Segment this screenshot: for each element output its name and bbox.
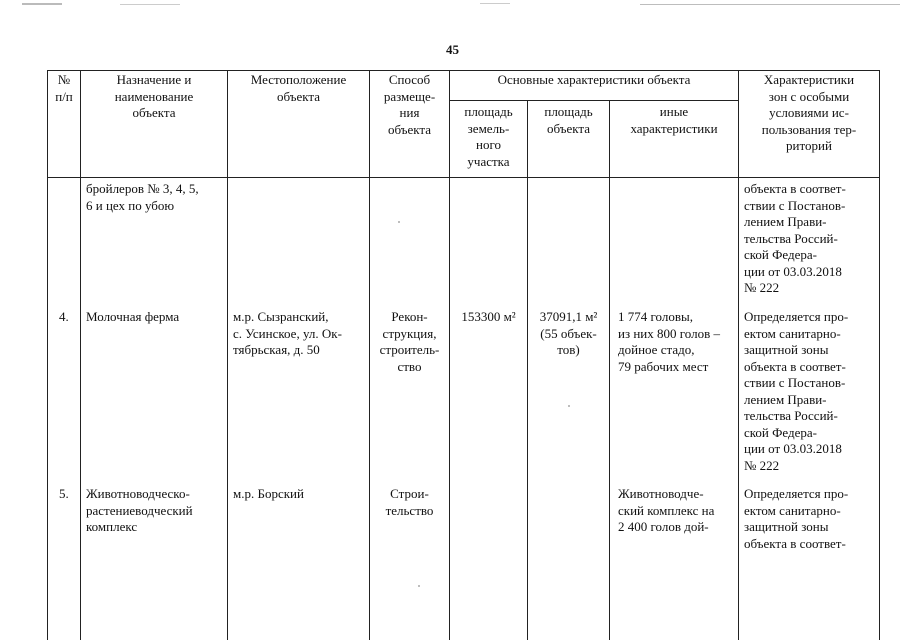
header-num: № п/п — [55, 72, 73, 104]
row5-num: 5. — [59, 486, 69, 501]
row-cont-zones: объекта в соответ- ствии с Постанов- лением Прави- тельства Россий- ской Федера- ции от 03.03.2018 № 222 — [744, 181, 846, 295]
header-name: Назначение и наименование объекта — [114, 72, 194, 120]
table-border — [449, 100, 739, 101]
table-border — [227, 70, 228, 640]
table-border — [47, 177, 880, 178]
row-cont-name: бройлеров № 3, 4, 5, 6 и цех по убою — [86, 181, 199, 213]
table-border — [80, 70, 81, 640]
header-area-land: площадь земель- ного участка — [464, 104, 513, 169]
table-border — [47, 70, 48, 640]
row4-num: 4. — [59, 309, 69, 324]
header-method: Способ размеще- ния объекта — [383, 72, 436, 137]
header-main-characteristics: Основные характеристики объекта — [497, 72, 691, 87]
table-border — [879, 70, 880, 640]
table-border — [738, 70, 739, 640]
row4-area-land: 153300 м² — [461, 309, 516, 324]
row4-method: Рекон- струкция, строитель- ство — [379, 309, 440, 374]
header-location: Местоположение объекта — [250, 72, 347, 104]
header-area-object: площадь объекта — [544, 104, 593, 136]
scan-speck — [418, 585, 420, 587]
table-border — [47, 70, 880, 71]
scan-speck — [568, 405, 570, 407]
scan-speck — [398, 221, 400, 223]
row5-other: Животноводче- ский комплекс на 2 400 голов дой- — [618, 486, 715, 534]
row4-zones: Определяется про- ектом санитарно- защитной зоны объекта в соответ- ствии с Постанов- лением Прави- тельства Россий- ской Федера- ции от 03.03.2018 № 222 — [744, 309, 849, 473]
table-border — [609, 100, 610, 640]
row5-name: Животноводческо- растениеводческий комплекс — [86, 486, 193, 534]
row4-location: м.р. Сызранский, с. Усинское, ул. Ок- тябрьская, д. 50 — [233, 309, 342, 357]
row5-zones: Определяется про- ектом санитарно- защитной зоны объекта в соответ- — [744, 486, 849, 551]
row4-area-object: 37091,1 м² (55 объек- тов) — [539, 309, 598, 357]
row4-other: 1 774 головы, из них 800 голов – дойное стадо, 79 рабочих мест — [618, 309, 720, 374]
scan-artifacts — [0, 0, 905, 14]
header-zones: Характеристики зон с особыми условиями ис- пользования тер- риторий — [761, 72, 857, 153]
row5-location: м.р. Борский — [233, 486, 304, 501]
table-border — [527, 100, 528, 640]
row4-name: Молочная ферма — [86, 309, 180, 324]
row5-method: Строи- тельство — [385, 486, 434, 518]
header-other: иные характеристики — [630, 104, 718, 136]
page-number: 45 — [446, 42, 459, 57]
